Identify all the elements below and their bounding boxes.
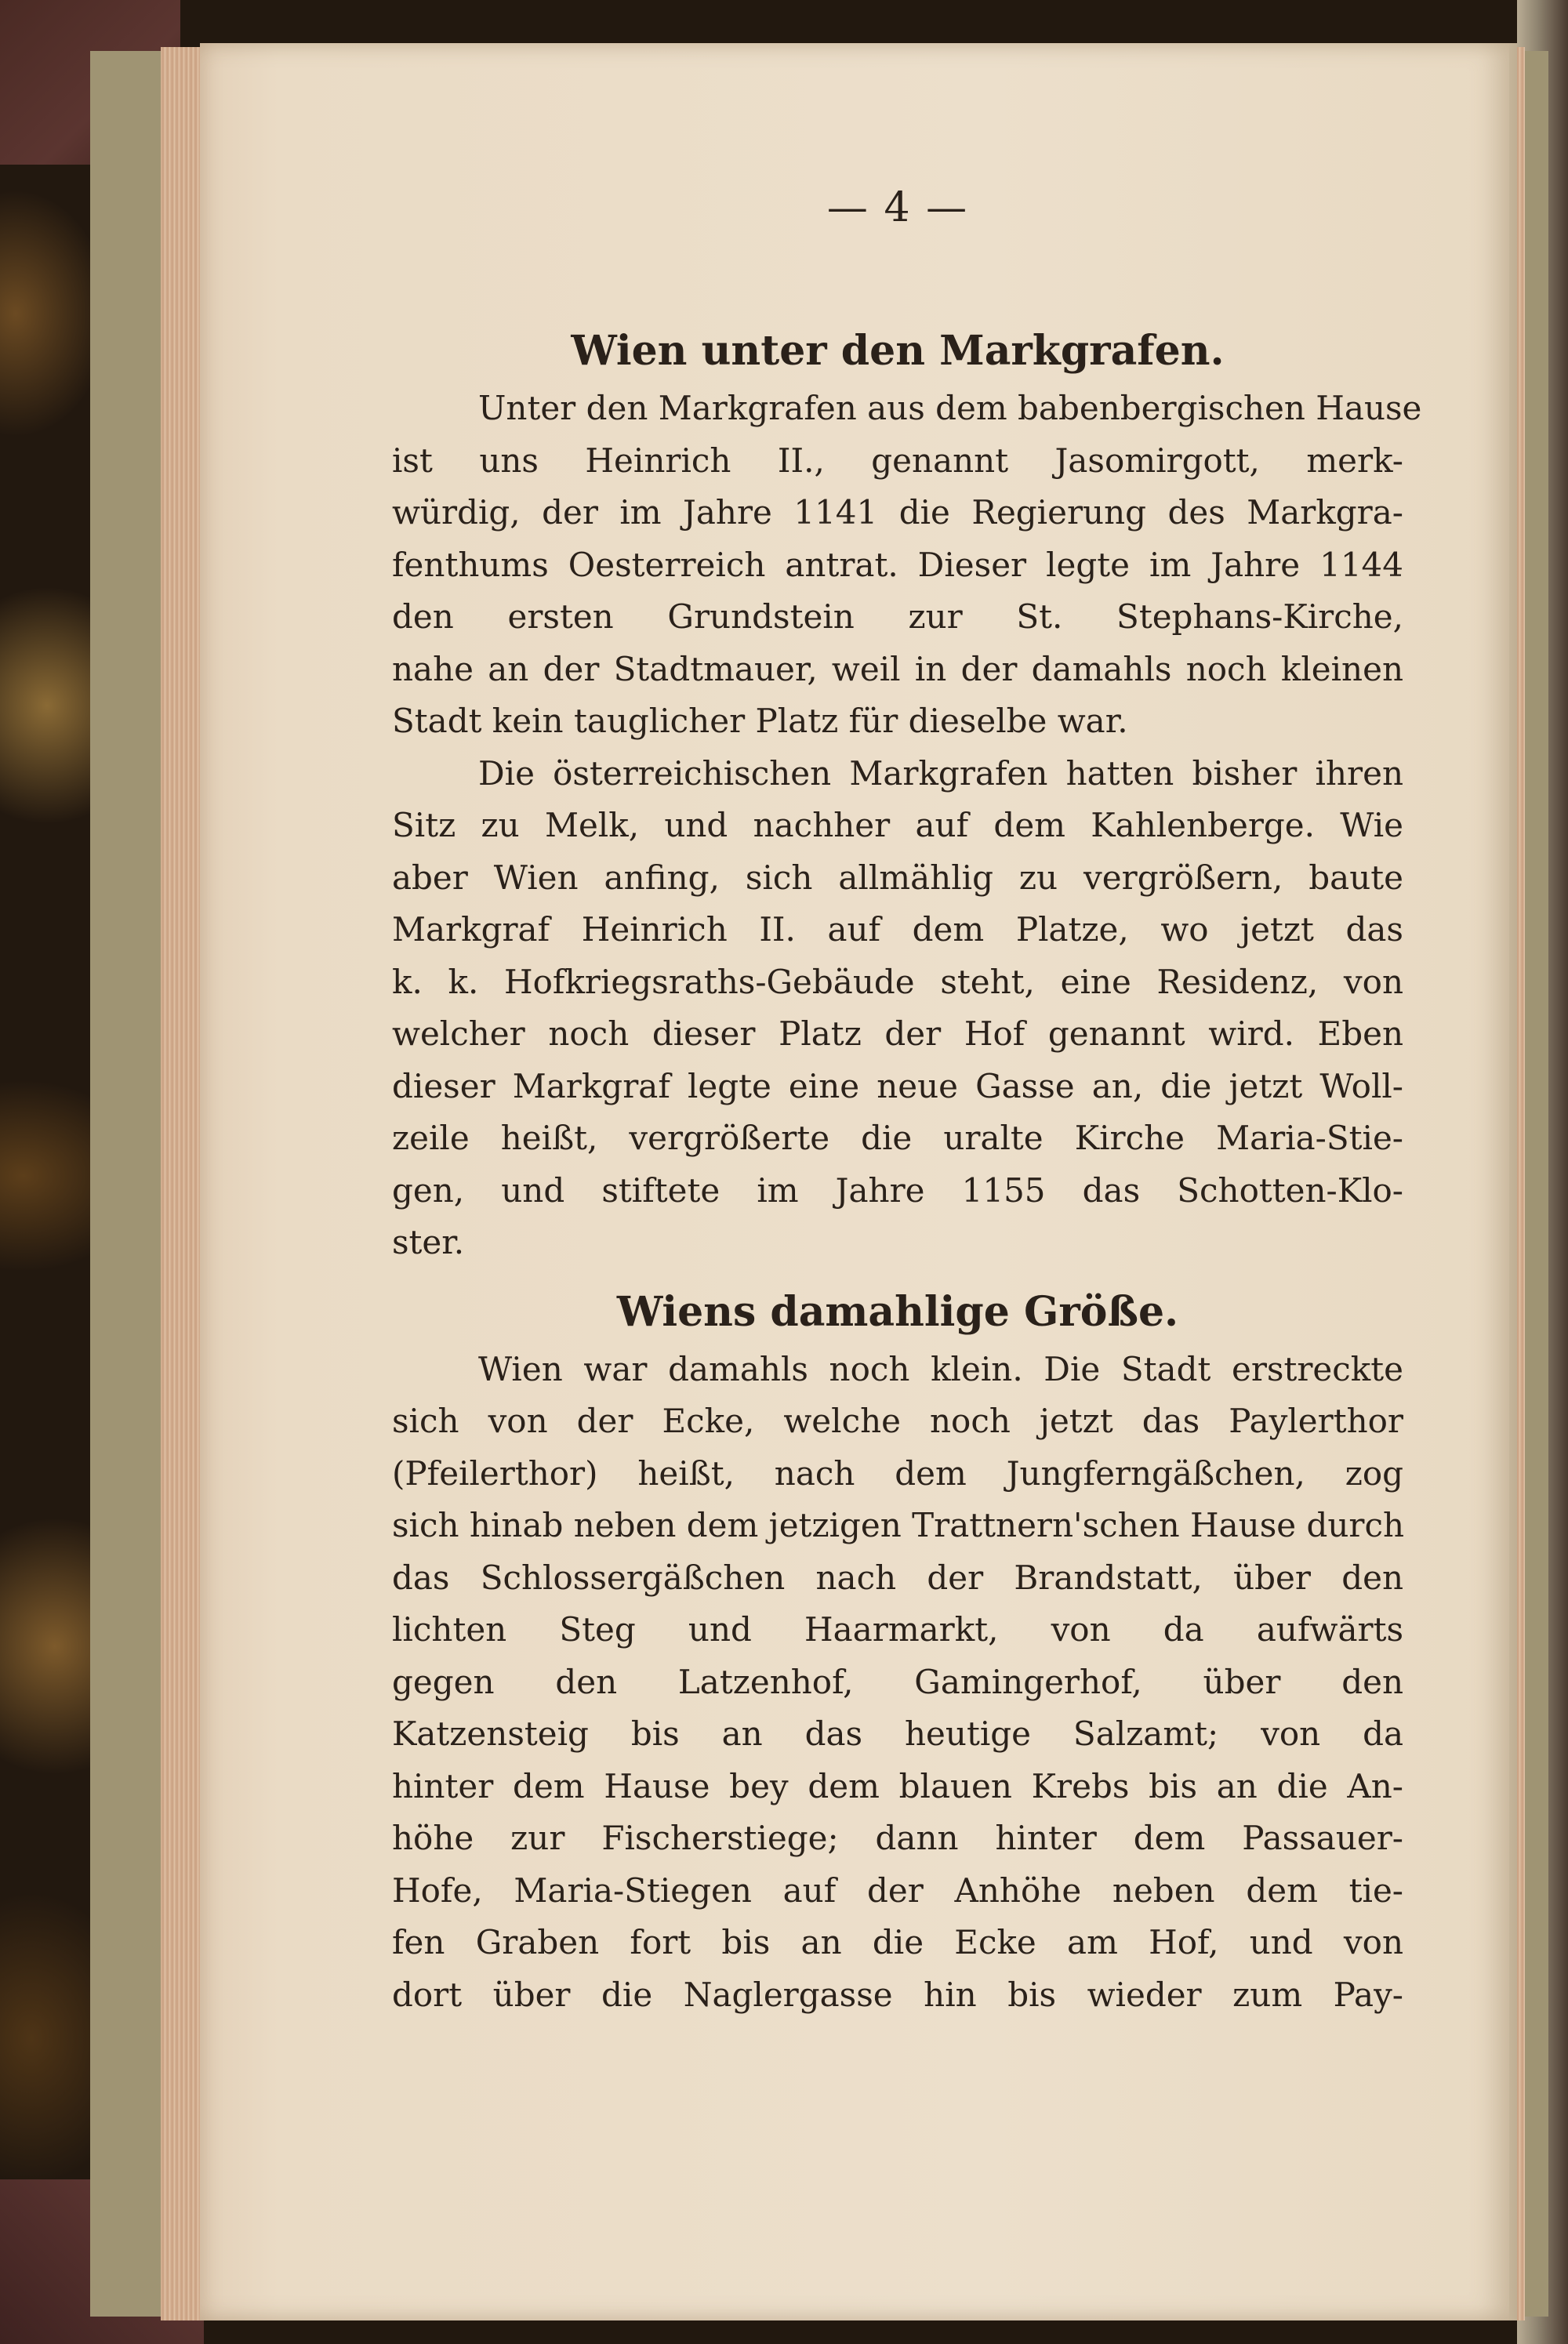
text-line: Hofe, Maria-Stiegen auf der Anhöhe neben dem tie- <box>392 1870 1403 1910</box>
text-line: Die österreichischen Markgrafen hatten bisher ihren <box>478 753 1403 793</box>
text-line: sich von der Ecke, welche noch jetzt das Paylerthor <box>392 1402 1403 1440</box>
text-line: k. k. Hofkriegsraths-Gebäude steht, eine Residenz, von <box>392 962 1403 1001</box>
text-line: aber Wien anfing, sich allmählig zu vergrößern, baute <box>392 858 1403 897</box>
text-line: nahe an der Stadtmauer, weil in der damahls noch kleinen <box>392 649 1403 688</box>
section-heading-markgrafen: Wien unter den Markgrafen. <box>571 327 1225 375</box>
text-line: (Pfeilerthor) heißt, nach dem Jungferngäßchen, zog <box>392 1453 1403 1493</box>
text-line: gen, und stiftete im Jahre 1155 das Schotten-Klo- <box>392 1170 1403 1210</box>
text-line: gegen den Latzenhof, Gamingerhof, über den <box>392 1662 1403 1701</box>
text-line: würdig, der im Jahre 1141 die Regierung des Markgra- <box>392 493 1403 532</box>
text-line: ster. <box>392 1223 465 1261</box>
text-line: Stadt kein tauglicher Platz für dieselbe war. <box>392 702 1128 740</box>
text-line: Unter den Markgrafen aus dem babenbergischen Hause <box>478 389 1422 427</box>
text-line: Wien war damahls noch klein. Die Stadt erstreckte <box>478 1349 1403 1388</box>
text-line: das Schlossergäßchen nach der Brandstatt, über den <box>392 1558 1403 1597</box>
text-line: den ersten Grundstein zur St. Stephans-Kirche, <box>392 597 1403 636</box>
text-line: zeile heißt, vergrößerte die uralte Kirche Maria-Stie- <box>392 1119 1403 1157</box>
text-line: ist uns Heinrich II., genannt Jasomirgott, merk- <box>392 441 1403 480</box>
text-line: höhe zur Fischerstiege; dann hinter dem Passauer- <box>392 1819 1403 1857</box>
text-line: welcher noch dieser Platz der Hof genannt wird. Eben <box>392 1014 1403 1053</box>
section-heading-groesse: Wiens damahlige Größe. <box>616 1287 1179 1336</box>
text-line: dieser Markgraf legte eine neue Gasse an, die jetzt Woll- <box>392 1066 1403 1105</box>
section-body-markgrafen <box>392 383 1422 1269</box>
text-line: Sitz zu Melk, und nachher auf dem Kahlenberge. Wie <box>392 806 1403 844</box>
text-line: fen Graben fort bis an die Ecke am Hof, und von <box>392 1923 1403 1961</box>
page-text <box>392 184 1422 2021</box>
text-line: Katzensteig bis an das heutige Salzamt; von da <box>392 1714 1403 1753</box>
text-line: Markgraf Heinrich II. auf dem Platze, wo jetzt das <box>392 910 1403 949</box>
text-line: fenthums Oesterreich antrat. Dieser legte im Jahre 1144 <box>392 545 1403 584</box>
text-line: dort über die Naglergasse hin bis wieder zum Pay- <box>392 1975 1403 2014</box>
text-line: hinter dem Hause bey dem blauen Krebs bis an die An- <box>392 1766 1403 1805</box>
text-line: lichten Steg und Haarmarkt, von da aufwärts <box>392 1610 1403 1649</box>
text-line: sich hinab neben dem jetzigen Trattnern'schen Hause durch <box>392 1506 1405 1544</box>
section-body-groesse <box>392 1344 1403 2022</box>
page-number: — 4 — <box>826 184 969 231</box>
